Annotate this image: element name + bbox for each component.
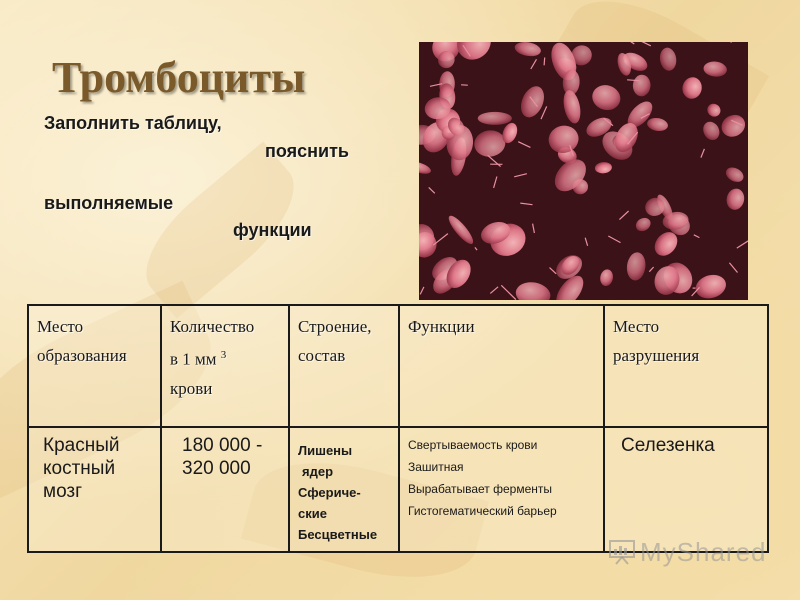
header-place-of-formation: Место образования (28, 305, 161, 427)
cell-place-of-formation: Красный костный мозг (28, 427, 161, 552)
platelet-cell (478, 112, 512, 125)
header-structure: Строение, состав (289, 305, 399, 427)
instruction-line: Заполнить таблицу, (44, 113, 222, 133)
table-row (28, 427, 768, 552)
cell-functions: Свертываемость крови Зашитная Вырабатывает ферменты Гистогематический барьер (399, 427, 604, 552)
platelets-table (27, 304, 769, 553)
watermark-text: MyShared (640, 537, 767, 567)
cell-structure: Лишены ядер Сфериче- ские Бесцветные (289, 427, 399, 552)
table-header-row (28, 305, 768, 427)
slide-title: Тромбоциты (52, 53, 306, 102)
presentation-icon (608, 539, 636, 565)
cell-quantity: 180 000 - 320 000 (161, 427, 289, 552)
instruction-line: пояснить (265, 141, 349, 161)
platelet-pseudopod (544, 58, 545, 66)
header-quantity: Количество в 1 мм $^3$ крови (161, 305, 289, 427)
header-functions: Функции (399, 305, 604, 427)
watermark (608, 537, 767, 568)
micrograph-image (419, 42, 748, 300)
instruction-line: функции (233, 220, 312, 240)
instruction-line: выполняемые (44, 193, 174, 213)
cell-place-of-destruction: Селезенка (604, 427, 768, 552)
platelets-micrograph (419, 42, 748, 300)
header-place-of-destruction: Место разрушения (604, 305, 768, 427)
